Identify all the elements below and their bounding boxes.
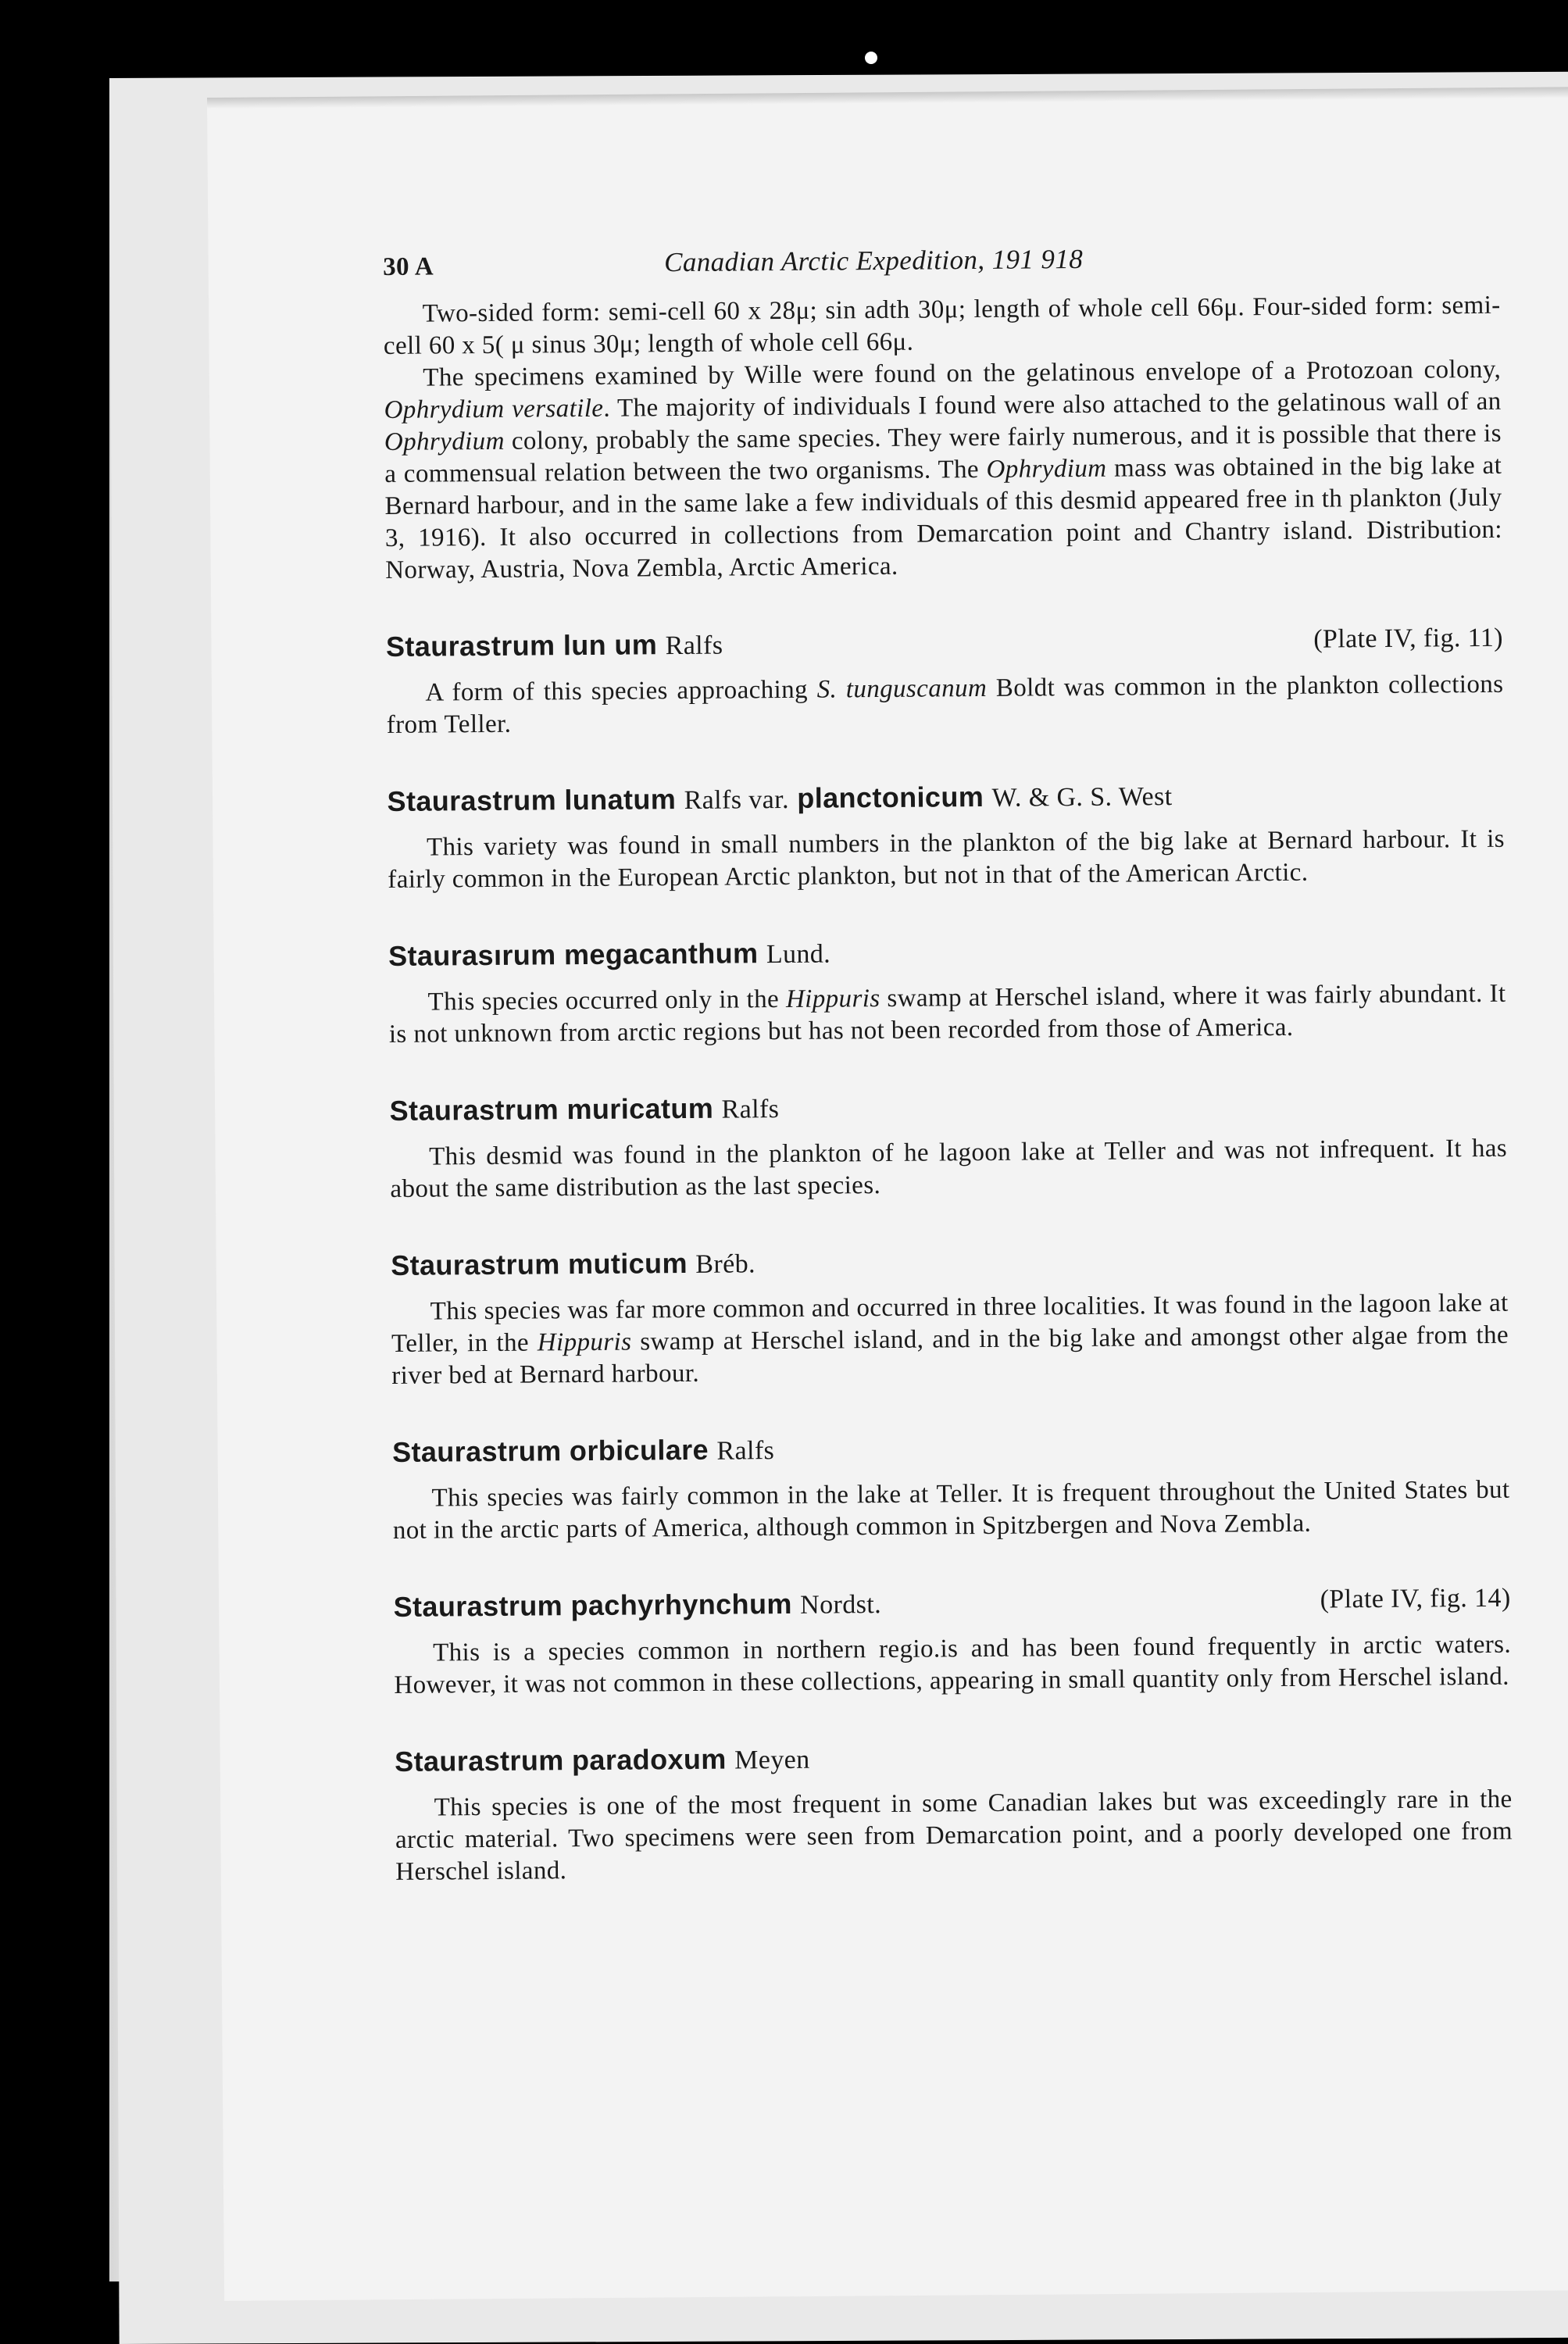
species-entry (395, 1737, 1513, 1888)
species-entry (388, 931, 1506, 1051)
species-heading: Staurastrum lunatum Ralfs var. planctonicum W. & G. S. West (387, 780, 1173, 817)
species-entry (390, 1086, 1508, 1206)
species-entry (387, 777, 1505, 896)
species-entry (386, 622, 1504, 741)
species-text: A form of this species approaching S. tunguscanum Boldt was common in the plankton collections from Teller. (386, 670, 1504, 739)
species-text: This species occurred only in the Hippuris swamp at Herschel island, where it was fairly abundant. It is not unknown from arctic regions but has not been recorded from those of America. (388, 979, 1506, 1049)
plate-reference: (Plate IV, fig. 11) (1313, 623, 1504, 654)
species-heading: Staurastrum pachyrhynchum Nordst. (393, 1587, 882, 1623)
species-text: This species was far more common and occurred in three localities. It was found in the lagoon lake at Teller, in the Hippuris swamp at Herschel island, and in the big lake and amongst other algae from the river bed at Bernard harbour. (391, 1288, 1509, 1390)
species-heading: Staurastrum orbiculare Ralfs (391, 1433, 775, 1468)
species-heading: Staurastrum lun um Ralfs (385, 628, 723, 663)
species-text: This species was fairly common in the lake at Teller. It is frequent throughout the United States but not in the arctic parts of America, although common in Spitzbergen and Nova Zembla. (392, 1475, 1510, 1545)
species-entry (392, 1427, 1510, 1547)
species-entry (391, 1241, 1509, 1392)
species-text: This species is one of the most frequent in some Canadian lakes but was exceedingly rare in the arctic material. Two specimens were seen from Demarcation point, and a poorly developed one from Herschel island. (395, 1785, 1513, 1886)
page-header (383, 240, 1500, 289)
page-content (383, 240, 1513, 1888)
intro-paragraph: The specimens examined by Wille were found on the gelatinous envelope of a Protozoan colony, Ophrydium versatile. The majority of individuals I found were also attached to the gelatinous wall of an Ophrydium colony, probably the same species. They were fairly numerous, and it is possible that there is a commensual relation between the two organisms. The Ophrydium mass was obtained in the big lake at Bernard harbour, and in the same lake a few individuals of this desmid appeared free in th plankton (July 3, 1916). It also occurred in collections from Demarcation point and Chantry island. Distribution: Norway, Austria, Nova Zembla, Arctic America. (384, 355, 1503, 584)
species-text: This desmid was found in the plankton of he lagoon lake at Teller and was not infrequent. It has about the same distribution as the last species. (390, 1134, 1508, 1203)
species-text: This is a species common in northern regio.is and has been found frequently in arctic waters. However, it was not common in these collections, appearing in small quantity only from Herschel island. (394, 1630, 1512, 1699)
species-text: This variety was found in small numbers in the plankton of the big lake at Bernard harbour. It is fairly common in the European Arctic plankton, but not in that of the American Arctic. (388, 824, 1505, 894)
running-title: Canadian Arctic Expedition, 191 918 (663, 243, 1084, 278)
plate-reference: (Plate IV, fig. 14) (1320, 1583, 1511, 1614)
species-heading: Staurastrum paradoxum Meyen (395, 1742, 810, 1778)
species-heading: Staurastrum muricatum Ralfs (389, 1092, 780, 1127)
page-number: 30 A (383, 252, 434, 281)
intro-measurements: Two-sided form: semi-cell 60 x 28μ; sin adth 30μ; length of whole cell 66μ. Four-sided form: semi-cell 60 x 5( μ sinus 30μ; length of whole cell 66μ. (383, 291, 1501, 360)
species-heading: Staurastrum muticum Bréb. (391, 1246, 756, 1281)
species-heading: Staurasırum megacanthum Lund. (388, 937, 831, 972)
species-entry (393, 1582, 1511, 1702)
film-mark-dot (865, 52, 877, 64)
